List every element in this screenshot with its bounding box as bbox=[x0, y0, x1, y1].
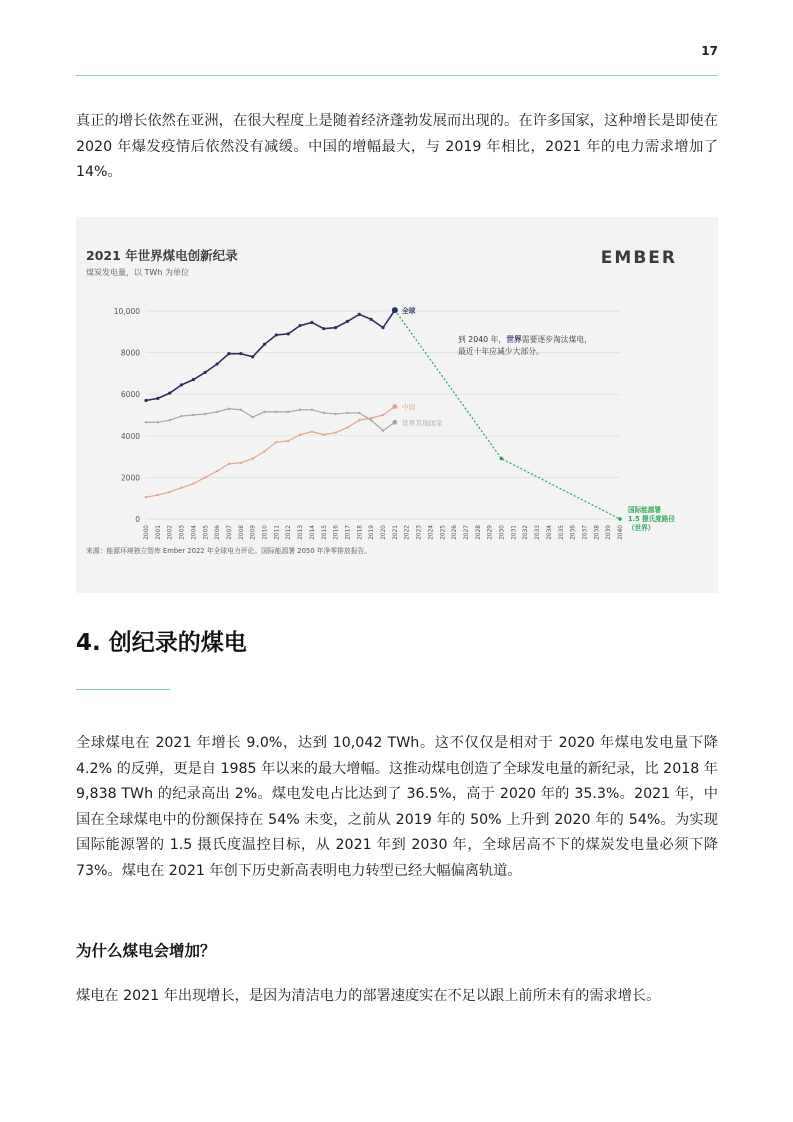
section-title: 4. 创纪录的煤电 bbox=[76, 630, 247, 656]
data-point bbox=[169, 419, 171, 421]
x-tick-label: 2008 bbox=[238, 525, 245, 540]
coal-paragraph: 全球煤电在 2021 年增长 9.0%，达到 10,042 TWh。这不仅仅是相对于 2020 年煤电发电量下降 4.2% 的反弹，更是自 1985 年以来的最大增幅。这推动煤电创造了全球发电量的新纪录，比 2018 年 9,838 TWh 的纪录高出 2%。煤电发电占比达到了 36.5%，高于 2020 年的 35.3%。2021 年，中国在全球煤电中的份额保持在 54% 未变，之前从 2019 年的 50% 上升到 2020 年的 54%。为实现国际能源署的 1.5 摄氏度温控目标，从 2021 年到 2030 年，全球居高不下的煤炭发电量必须下降 73%。煤电在 2021 年创下历史新高表明电力转型已经大幅偏离轨道。 bbox=[76, 735, 718, 879]
x-tick-label: 2030 bbox=[499, 525, 506, 540]
data-point bbox=[180, 487, 182, 489]
annotation-line-2: 最近十年应减少大部分。 bbox=[458, 347, 544, 356]
data-point bbox=[145, 496, 147, 498]
data-point bbox=[370, 419, 372, 421]
y-tick-label: 10,000 bbox=[113, 307, 140, 316]
x-tick-label: 2021 bbox=[392, 525, 399, 540]
subheading: 为什么煤电会增加？ bbox=[76, 942, 216, 960]
series-end-marker bbox=[392, 404, 397, 409]
data-point bbox=[251, 416, 253, 418]
data-point bbox=[157, 494, 159, 496]
x-tick-label: 2018 bbox=[357, 525, 364, 540]
data-point bbox=[287, 332, 290, 335]
data-point bbox=[299, 434, 301, 436]
x-axis bbox=[144, 525, 624, 540]
x-tick-label: 2032 bbox=[523, 525, 530, 540]
data-point bbox=[251, 355, 254, 358]
data-point bbox=[156, 397, 159, 400]
header-divider bbox=[76, 75, 718, 76]
data-point bbox=[334, 413, 336, 415]
x-tick-label: 2024 bbox=[428, 525, 435, 540]
data-point bbox=[168, 392, 171, 395]
x-tick-label: 2000 bbox=[144, 525, 150, 540]
coal-chart bbox=[76, 217, 718, 593]
series-label: 世界其他国家 bbox=[401, 419, 443, 428]
x-tick-label: 2002 bbox=[167, 525, 174, 540]
x-tick-label: 2023 bbox=[416, 525, 423, 540]
x-tick-label: 2013 bbox=[298, 525, 305, 540]
y-tick-label: 8000 bbox=[120, 348, 140, 358]
x-tick-label: 2001 bbox=[155, 525, 162, 540]
x-tick-label: 2010 bbox=[262, 525, 269, 540]
data-point bbox=[382, 414, 384, 416]
data-point bbox=[334, 326, 337, 329]
page-number: 17 bbox=[701, 44, 718, 58]
data-point bbox=[263, 411, 265, 413]
x-tick-label: 2027 bbox=[463, 525, 470, 540]
data-point bbox=[334, 431, 336, 433]
x-tick-label: 2017 bbox=[345, 525, 352, 540]
data-point bbox=[251, 457, 253, 459]
data-point bbox=[239, 352, 242, 355]
x-tick-label: 2031 bbox=[511, 525, 518, 540]
data-point bbox=[275, 411, 277, 413]
x-tick-label: 2040 bbox=[618, 525, 624, 540]
x-tick-label: 2036 bbox=[570, 525, 577, 540]
why-paragraph: 煤电在 2021 年出现增长，是因为清洁电力的部署速度实在不足以跟上前所未有的需求增长。 bbox=[76, 988, 661, 1004]
data-point bbox=[204, 413, 206, 415]
target-label-1: 国际能源署 bbox=[628, 506, 661, 514]
x-tick-label: 2004 bbox=[191, 525, 198, 540]
x-tick-label: 2035 bbox=[558, 525, 565, 540]
data-point bbox=[323, 412, 325, 414]
data-point bbox=[298, 324, 301, 327]
x-tick-label: 2011 bbox=[274, 525, 281, 540]
data-point bbox=[216, 362, 219, 365]
coal-chart-figure bbox=[76, 217, 718, 593]
x-tick-label: 2039 bbox=[606, 525, 613, 540]
data-point bbox=[358, 313, 361, 316]
x-tick-label: 2038 bbox=[594, 525, 601, 540]
data-point bbox=[204, 371, 207, 374]
data-point bbox=[275, 441, 277, 443]
data-point bbox=[382, 429, 384, 431]
x-tick-label: 2022 bbox=[404, 525, 411, 540]
data-point bbox=[192, 378, 195, 381]
y-tick-label: 6000 bbox=[120, 390, 140, 400]
data-point bbox=[346, 320, 349, 323]
x-tick-label: 2034 bbox=[546, 525, 553, 540]
x-tick-label: 2009 bbox=[250, 525, 257, 540]
series-line bbox=[146, 310, 395, 400]
chart-title: 2021 年世界煤电创新纪录 bbox=[86, 248, 238, 263]
data-point bbox=[287, 411, 289, 413]
x-tick-label: 2037 bbox=[582, 525, 589, 540]
data-point bbox=[346, 412, 348, 414]
data-point bbox=[228, 463, 230, 465]
data-point bbox=[346, 426, 348, 428]
data-point bbox=[157, 421, 159, 423]
series-line bbox=[146, 407, 395, 497]
intro-paragraph: 真正的增长依然在亚洲，在很大程度上是随着经济蓬勃发展而出现的。在许多国家，这种增长是即使在 2020 年爆发疫情后依然没有减缓。中国的增幅最大，与 2019 年相比，2021 年的电力需求增加了 14%。 bbox=[76, 113, 718, 180]
data-point bbox=[358, 412, 360, 414]
data-point bbox=[311, 409, 313, 411]
data-point bbox=[192, 482, 194, 484]
y-axis bbox=[114, 307, 140, 524]
data-point bbox=[263, 343, 266, 346]
data-point bbox=[204, 476, 206, 478]
target-path-point bbox=[618, 517, 622, 521]
data-point bbox=[263, 450, 265, 452]
data-point bbox=[358, 419, 360, 421]
y-tick-label: 0 bbox=[135, 515, 140, 524]
x-tick-label: 2029 bbox=[487, 525, 494, 540]
x-tick-label: 2005 bbox=[203, 525, 210, 540]
x-tick-label: 2012 bbox=[286, 525, 293, 540]
x-tick-label: 2028 bbox=[475, 525, 482, 540]
data-point bbox=[228, 408, 230, 410]
data-point bbox=[381, 326, 384, 329]
data-point bbox=[370, 318, 373, 321]
data-point bbox=[216, 470, 218, 472]
data-point bbox=[180, 383, 183, 386]
x-tick-label: 2025 bbox=[440, 525, 447, 540]
x-tick-label: 2020 bbox=[381, 525, 387, 540]
data-point bbox=[145, 421, 147, 423]
series-label: 全球 bbox=[401, 307, 416, 316]
data-point bbox=[216, 411, 218, 413]
x-tick-label: 2006 bbox=[215, 525, 222, 540]
target-label-3: （世界） bbox=[628, 524, 655, 532]
x-tick-label: 2003 bbox=[179, 525, 186, 540]
x-tick-label: 2014 bbox=[309, 525, 316, 540]
data-point bbox=[240, 409, 242, 411]
data-point bbox=[323, 434, 325, 436]
data-point bbox=[144, 399, 147, 402]
y-tick-label: 2000 bbox=[120, 473, 140, 483]
data-point bbox=[227, 352, 230, 355]
series-label: 中国 bbox=[401, 403, 416, 412]
data-point bbox=[311, 430, 313, 432]
annotation-line-1: 到 2040 年，世界需要逐步淘汰煤电， bbox=[458, 335, 592, 344]
x-tick-label: 2033 bbox=[535, 525, 542, 540]
data-point bbox=[310, 321, 313, 324]
chart-source: 来源：能源环境独立智库 Ember 2022 年全球电力评论。国际能源署 2050 年净零排放报告。 bbox=[86, 547, 372, 555]
series-end-marker bbox=[392, 307, 398, 313]
section-divider bbox=[76, 689, 170, 690]
data-point bbox=[240, 462, 242, 464]
data-point bbox=[287, 440, 289, 442]
data-point bbox=[169, 491, 171, 493]
y-tick-label: 4000 bbox=[120, 431, 140, 441]
x-tick-label: 2016 bbox=[333, 525, 340, 540]
chart-subtitle: 煤炭发电量，以 TWh 为单位 bbox=[86, 268, 189, 277]
data-point bbox=[275, 333, 278, 336]
data-point bbox=[299, 409, 301, 411]
x-tick-label: 2019 bbox=[369, 525, 376, 540]
x-tick-label: 2026 bbox=[452, 525, 459, 540]
series-line bbox=[146, 409, 395, 431]
x-tick-label: 2007 bbox=[226, 525, 233, 540]
data-point bbox=[370, 417, 372, 419]
data-point bbox=[192, 414, 194, 416]
target-label-2: 1.5 摄氏度路径 bbox=[628, 515, 675, 523]
data-point bbox=[322, 327, 325, 330]
ember-logo: EMBER bbox=[600, 248, 677, 268]
x-tick-label: 2015 bbox=[321, 525, 328, 540]
series-end-marker bbox=[392, 420, 397, 425]
target-path-point bbox=[500, 457, 504, 461]
data-point bbox=[180, 415, 182, 417]
